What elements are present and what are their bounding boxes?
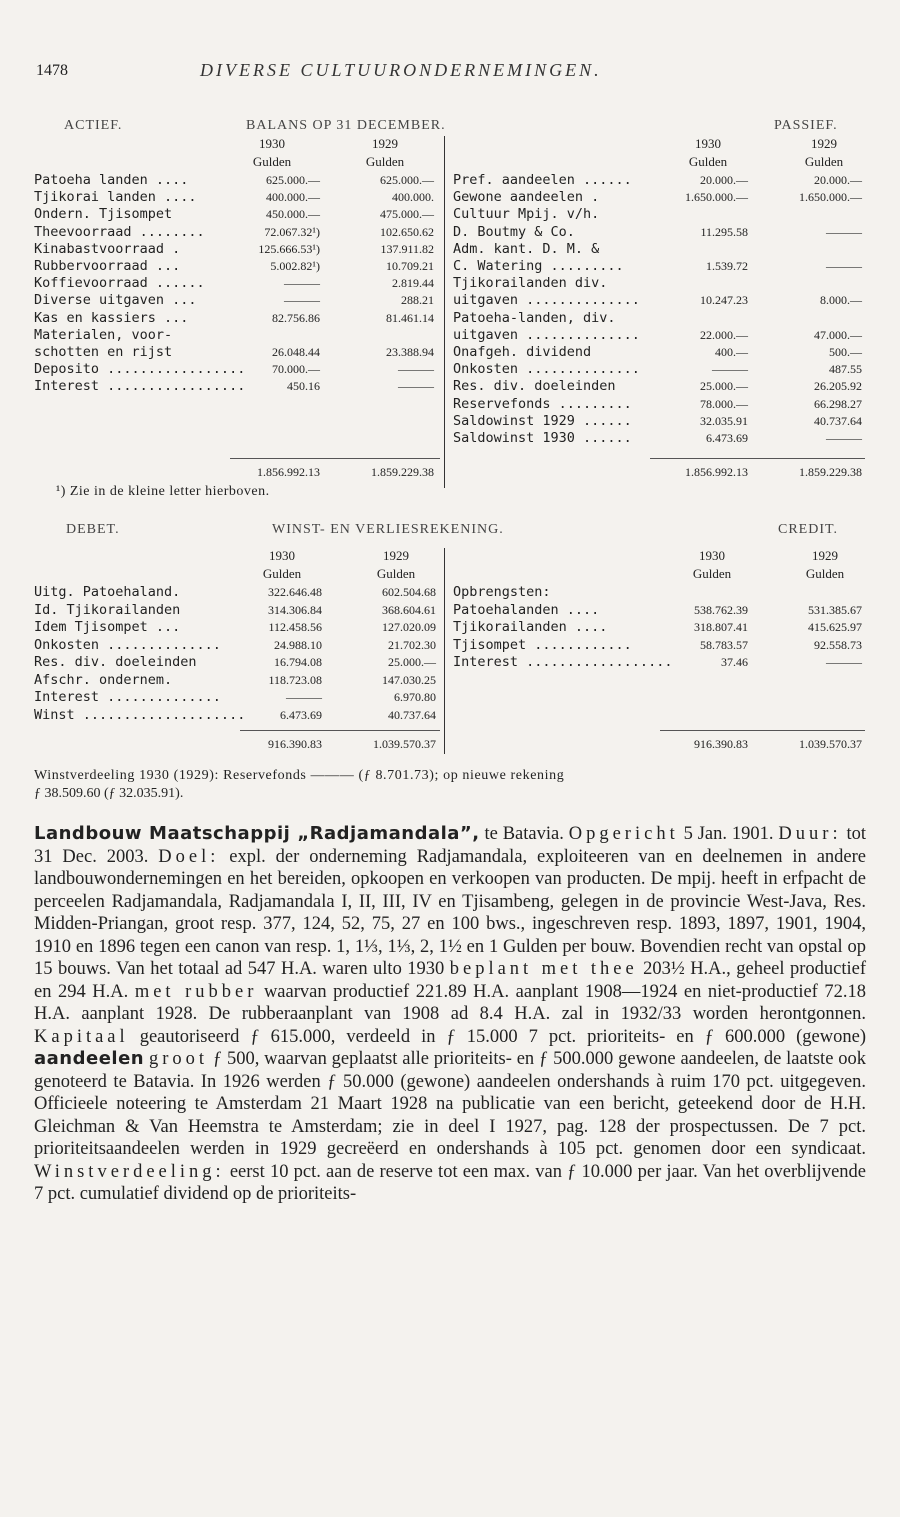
value-1930: 32.035.91 bbox=[700, 413, 748, 428]
value-1929: 26.205.92 bbox=[814, 379, 862, 394]
row-label: Rubbervoorraad ... bbox=[34, 258, 181, 274]
row-label: Saldowinst 1930 ...... bbox=[453, 430, 632, 446]
rubber-label: met rubber bbox=[134, 981, 258, 1002]
value-1930: 538.762.39 bbox=[694, 602, 748, 617]
row-label: Afschr. ondernem. bbox=[34, 671, 173, 688]
value-1929: 47.000.— bbox=[814, 327, 862, 342]
value-1929: 25.000.— bbox=[388, 655, 436, 669]
value-1929: 137.911.82 bbox=[380, 241, 434, 256]
value-1929: 625.000.— bbox=[380, 173, 434, 187]
col-unit: Gulden bbox=[376, 566, 416, 581]
col-year-1930: 1930 bbox=[259, 136, 285, 151]
page-number: 1478 bbox=[36, 62, 68, 79]
value-1930: 26.048.44 bbox=[272, 345, 320, 359]
total-passief-1930: 1.856.992.13 bbox=[685, 465, 748, 479]
company-name: Landbouw Maatschappij „Radjamandala”, bbox=[34, 823, 480, 844]
row-label: Deposito ................. bbox=[34, 361, 246, 378]
value-1930: 5.002.82¹) bbox=[270, 259, 320, 273]
passief-header: PASSIEF. bbox=[774, 118, 838, 133]
row-label: Onafgeh. dividend bbox=[453, 344, 592, 360]
row-label: Patoehalanden .... bbox=[453, 601, 600, 618]
kapitaal-label: Kapitaal bbox=[34, 1026, 129, 1047]
duur-value: tot 31 Dec. 2003. bbox=[34, 824, 867, 867]
company-location: te Batavia. bbox=[479, 824, 564, 844]
value-1930: 58.783.57 bbox=[700, 637, 748, 652]
value-1929: 400.000. bbox=[392, 190, 434, 205]
doel-label: Doel: bbox=[158, 846, 220, 867]
row-label: uitgaven .............. bbox=[453, 326, 640, 343]
row-label: Tjikorai landen .... bbox=[34, 189, 197, 206]
value-1929: 6.970.80 bbox=[394, 690, 436, 704]
value-1929: 40.737.64 bbox=[814, 413, 862, 428]
value-1930: 37.46 bbox=[721, 655, 748, 669]
value-1930: 314.306.84 bbox=[268, 602, 322, 617]
balans-footnote: ¹) Zie in de kleine letter hierboven. bbox=[56, 484, 270, 499]
row-label: Saldowinst 1929 ...... bbox=[453, 412, 632, 429]
beplant-label: beplant met thee bbox=[449, 959, 638, 979]
row-label: C. Watering ......... bbox=[453, 258, 624, 274]
credit-header: CREDIT. bbox=[778, 522, 839, 537]
value-1930: 72.067.32¹) bbox=[264, 224, 320, 239]
rubber-value: waarvan productief 221.89 H.A. aanplant 1908—1924 en niet-productief 72.18 H.A. aanplant 1928. De rubberaanplant van 1908 ad 8.4 H.A. zal in 1932/33 worden herontgonnen. bbox=[34, 981, 867, 1024]
value-1930: 24.988.10 bbox=[274, 637, 322, 652]
company-article bbox=[34, 823, 866, 1206]
value-1929: 127.020.09 bbox=[382, 620, 436, 634]
value-1930: 1.539.72 bbox=[706, 259, 748, 273]
value-1930: ——— bbox=[286, 690, 322, 704]
col-year-1930: 1930 bbox=[269, 548, 295, 563]
row-label: Pref. aandeelen ...... bbox=[453, 172, 632, 188]
total-rule bbox=[650, 458, 865, 459]
row-label: Interest .............. bbox=[34, 689, 221, 705]
col-year-1930: 1930 bbox=[699, 548, 725, 563]
value-1930: 78.000.— bbox=[700, 396, 748, 411]
aandeelen-value: ƒ 500, waarvan geplaatst alle prioriteits- en ƒ 500.000 gewone aandeelen, de laatste ook genoteerd te Batavia. In 1926 werden ƒ 50.000 (gewone) aandeelen ondershands à ruim 170 pct. uitgegeven. Officieele noteering te Amsterdam 21 Maart 1928 na publicatie van een bericht, geteekend door de H.H. Gleichman & Van Heemstra te Amsterdam; zie in deel I 1927, pag. 128 der prospectussen. De 7 pct. prioriteitsaandeelen werden in 1929 gecreëerd en ondershands à 105 pct. genomen door een syndicaat. bbox=[34, 1049, 866, 1159]
row-label: Interest .................. bbox=[453, 654, 673, 670]
column-divider bbox=[444, 136, 445, 488]
row-label: Winst .................... bbox=[34, 706, 246, 723]
value-1930: 400.000.— bbox=[266, 190, 320, 205]
value-1929: ——— bbox=[826, 224, 862, 239]
value-1930: ——— bbox=[284, 293, 320, 308]
total-credit-1930: 916.390.83 bbox=[694, 737, 748, 751]
row-label: Res. div. doeleinden bbox=[34, 654, 197, 670]
value-1930: 400.— bbox=[715, 345, 748, 359]
value-1929: ——— bbox=[398, 379, 434, 394]
row-label: schotten en rijst bbox=[34, 344, 173, 360]
value-1930: 11.295.58 bbox=[700, 224, 748, 239]
winstverdeeling-line-1: Winstverdeeling 1930 (1929): Reservefonds ——— (ƒ 8.701.73); op nieuwe rekening bbox=[34, 768, 565, 783]
winstverdeeling-label: Winstverdeeling: bbox=[34, 1161, 225, 1182]
row-label: Opbrengsten: bbox=[453, 584, 551, 600]
wv-title: WINST- EN VERLIESREKENING. bbox=[272, 522, 504, 537]
value-1930: 25.000.— bbox=[700, 379, 748, 394]
value-1929: 2.819.44 bbox=[392, 276, 434, 291]
value-1929: 415.625.97 bbox=[808, 620, 862, 634]
column-divider bbox=[444, 548, 445, 754]
winstverdeeling-line-2: ƒ 38.509.60 (ƒ 32.035.91). bbox=[34, 786, 184, 801]
value-1929: 147.030.25 bbox=[382, 672, 436, 687]
opgericht-label: Opgericht bbox=[568, 824, 679, 844]
col-unit: Gulden bbox=[365, 154, 405, 169]
value-1929: 21.702.30 bbox=[388, 637, 436, 652]
total-debet-1930: 916.390.83 bbox=[268, 737, 322, 751]
running-head: DIVERSE CULTUURONDERNEMINGEN. bbox=[200, 60, 602, 80]
aandeelen-label: aandeelen bbox=[34, 1048, 145, 1069]
col-unit: Gulden bbox=[804, 154, 844, 169]
row-label: uitgaven .............. bbox=[453, 292, 640, 309]
value-1930: ——— bbox=[712, 362, 748, 377]
value-1930: 625.000.— bbox=[266, 173, 320, 187]
row-label: Onkosten .............. bbox=[453, 361, 640, 378]
row-label: Onkosten .............. bbox=[34, 636, 221, 653]
value-1930: 6.473.69 bbox=[280, 707, 322, 722]
winstverdeeling-value: eerst 10 pct. aan de reserve tot een max. van ƒ 10.000 per jaar. Van het overblijvende 7 pct. cumulatief dividend op de prioriteits- bbox=[34, 1161, 866, 1204]
total-passief-1929: 1.859.229.38 bbox=[799, 465, 862, 479]
col-unit: Gulden bbox=[805, 566, 845, 581]
row-label: Reservefonds ......... bbox=[453, 395, 632, 412]
value-1929: 1.650.000.— bbox=[799, 190, 862, 205]
row-label: Tjikorailanden div. bbox=[453, 275, 608, 292]
col-unit: Gulden bbox=[262, 566, 302, 581]
col-year-1929: 1929 bbox=[811, 136, 837, 151]
value-1929: 81.461.14 bbox=[386, 310, 434, 325]
total-rule bbox=[230, 458, 440, 459]
total-rule bbox=[660, 730, 865, 731]
value-1930: 70.000.— bbox=[272, 362, 320, 377]
value-1929: 487.55 bbox=[829, 362, 862, 377]
value-1930: 318.807.41 bbox=[694, 620, 748, 634]
value-1930: 450.000.— bbox=[266, 207, 320, 222]
row-label: Cultuur Mpij. v/h. bbox=[453, 206, 600, 223]
beplant-value: 203½ H.A., geheel productief en 294 H.A. bbox=[34, 959, 866, 1002]
col-year-1929: 1929 bbox=[812, 548, 838, 563]
value-1929: ——— bbox=[398, 362, 434, 377]
value-1930: 20.000.— bbox=[700, 173, 748, 187]
col-unit: Gulden bbox=[688, 154, 728, 169]
value-1930: 1.650.000.— bbox=[685, 190, 748, 205]
row-label: Idem Tjisompet ... bbox=[34, 619, 181, 635]
value-1929: 288.21 bbox=[401, 293, 434, 308]
value-1930: ——— bbox=[284, 276, 320, 291]
total-debet-1929: 1.039.570.37 bbox=[373, 737, 436, 751]
value-1929: ——— bbox=[826, 259, 862, 273]
row-label: Kas en kassiers ... bbox=[34, 309, 189, 326]
value-1930: 322.646.48 bbox=[268, 585, 322, 599]
actief-header: ACTIEF. bbox=[64, 118, 123, 133]
value-1929: 10.709.21 bbox=[386, 259, 434, 273]
groot-label: groot bbox=[148, 1049, 209, 1069]
value-1929: 102.650.62 bbox=[380, 224, 434, 239]
row-label: D. Boutmy & Co. bbox=[453, 223, 575, 240]
value-1930: 82.756.86 bbox=[272, 310, 320, 325]
opgericht-value: 5 Jan. 1901. bbox=[678, 824, 779, 844]
row-label: Patoeha-landen, div. bbox=[453, 309, 616, 326]
kapitaal-value: geautoriseerd ƒ 615.000, verdeeld in ƒ 15.000 7 pct. prioriteits- en ƒ 600.000 (gewone) bbox=[128, 1026, 866, 1047]
row-label: Theevoorraad ........ bbox=[34, 223, 205, 240]
value-1929: 92.558.73 bbox=[814, 637, 862, 652]
value-1930: 125.666.53¹) bbox=[258, 241, 320, 256]
balans-title: BALANS OP 31 DECEMBER. bbox=[246, 118, 446, 133]
value-1930: 6.473.69 bbox=[706, 431, 748, 445]
row-label: Interest ................. bbox=[34, 378, 246, 395]
value-1929: ——— bbox=[826, 655, 862, 669]
value-1930: 16.794.08 bbox=[274, 655, 322, 669]
row-label: Adm. kant. D. M. & bbox=[453, 240, 600, 257]
row-label: Res. div. doeleinden bbox=[453, 378, 616, 395]
value-1930: 118.723.08 bbox=[268, 672, 322, 687]
value-1930: 22.000.— bbox=[700, 327, 748, 342]
duur-label: Duur: bbox=[778, 824, 842, 844]
row-label: Koffievoorraad ...... bbox=[34, 275, 205, 292]
total-rule bbox=[240, 730, 440, 731]
doel-value: expl. der onderneming Radjamandala, exploiteeren van en deelnemen in andere landbouwondernemingen en het bereiden, opkoopen en verkoopen van producten. De mpij. heeft in erfpacht de perceelen Radjamandala, Radjamandala I, II, III, IV en Tjisambeng, gelegen in de provincie West-Java, Res. Midden-Priangan, groot resp. 377, 124, 52, 75, 27 en 100 bws., ingeschreven resp. 1893, 1897, 1901, 1904, 1910 en 1896 tegen een canon van resp. 1, 1⅓, 1⅓, 2, 1½ en 1 Gulden per bouw. Bovendien recht van opstal op 15 bouws. Van het totaal ad 547 H.A. waren ulto 1930 bbox=[34, 846, 866, 979]
col-year-1929: 1929 bbox=[383, 548, 409, 563]
row-label: Tjisompet ............ bbox=[453, 636, 632, 653]
value-1929: 23.388.94 bbox=[386, 345, 434, 359]
col-unit: Gulden bbox=[692, 566, 732, 581]
debet-header: DEBET. bbox=[66, 522, 120, 537]
value-1929: 531.385.67 bbox=[808, 602, 862, 617]
row-label: Gewone aandeelen . bbox=[453, 189, 600, 206]
value-1929: 500.— bbox=[829, 345, 862, 359]
value-1929: 8.000.— bbox=[820, 293, 862, 308]
value-1930: 450.16 bbox=[287, 379, 320, 394]
value-1929: 368.604.61 bbox=[382, 602, 436, 617]
total-credit-1929: 1.039.570.37 bbox=[799, 737, 862, 751]
row-label: Patoeha landen .... bbox=[34, 172, 189, 188]
value-1929: 475.000.— bbox=[380, 207, 434, 222]
row-label: Diverse uitgaven ... bbox=[34, 292, 197, 309]
row-label: Uitg. Patoehaland. bbox=[34, 584, 181, 600]
value-1929: 20.000.— bbox=[814, 173, 862, 187]
value-1929: 40.737.64 bbox=[388, 707, 436, 722]
value-1930: 10.247.23 bbox=[700, 293, 748, 308]
total-actief-1929: 1.859.229.38 bbox=[371, 465, 434, 479]
col-unit: Gulden bbox=[252, 154, 292, 169]
col-year-1930: 1930 bbox=[695, 136, 721, 151]
total-actief-1930: 1.856.992.13 bbox=[257, 465, 320, 479]
row-label: Kinabastvoorraad . bbox=[34, 240, 181, 257]
row-label: Id. Tjikorailanden bbox=[34, 601, 181, 618]
row-label: Ondern. Tjisompet bbox=[34, 206, 173, 223]
value-1929: ——— bbox=[826, 431, 862, 445]
value-1929: 66.298.27 bbox=[814, 396, 862, 411]
value-1929: 602.504.68 bbox=[382, 585, 436, 599]
row-label: Tjikorailanden .... bbox=[453, 619, 608, 635]
row-label: Materialen, voor- bbox=[34, 326, 173, 343]
col-year-1929: 1929 bbox=[372, 136, 398, 151]
value-1930: 112.458.56 bbox=[268, 620, 322, 634]
